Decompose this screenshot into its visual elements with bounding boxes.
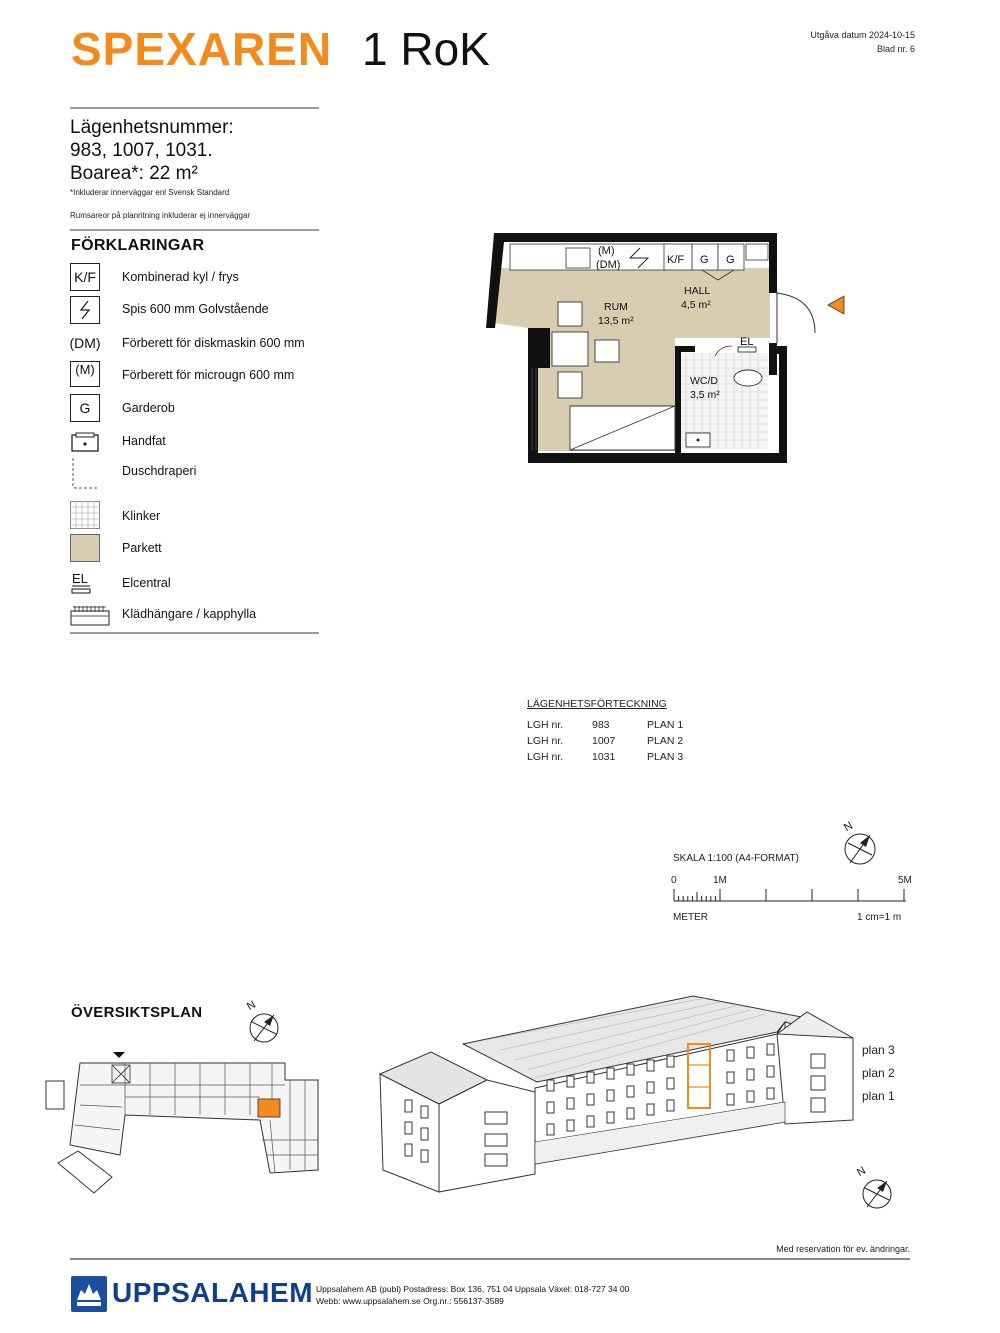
- legend-label-shower-curtain: Duschdraperi: [122, 464, 197, 478]
- room-area-rum: 13,5 m²: [598, 315, 634, 327]
- shower-curtain-icon: [70, 456, 100, 490]
- brand-title: SPEXAREN: [71, 23, 333, 75]
- coat-rack-icon: [70, 601, 110, 629]
- room-area-note: Rumsareor på planritning inkluderar ej innerväggar: [70, 211, 251, 220]
- sink-icon: [70, 428, 100, 456]
- legend-label-wardrobe: Garderob: [122, 401, 175, 415]
- electric-panel-icon: [70, 569, 100, 597]
- el-label: EL: [740, 336, 754, 348]
- wardrobe-label-1: G: [700, 254, 709, 266]
- legend-label-kf: Kombinerad kyl / frys: [122, 270, 239, 284]
- room-area-wc: 3,5 m²: [690, 389, 720, 401]
- dishwasher-icon: [70, 329, 100, 357]
- apartment-highlight: [258, 1099, 280, 1117]
- toilet-symbol: [734, 370, 762, 386]
- plan-label-2: plan 2: [862, 1066, 895, 1080]
- plan-label-3: plan 3: [862, 1043, 895, 1057]
- legend-label-coat-rack: Klädhängare / kapphylla: [122, 607, 257, 621]
- apartment-row-number: 1031: [592, 751, 616, 763]
- divider: [70, 1258, 910, 1260]
- divider: [70, 632, 319, 634]
- apartment-row-floor: PLAN 1: [647, 719, 684, 731]
- apartment-row-label: LGH nr.: [527, 735, 564, 747]
- plan-label-1: plan 1: [862, 1089, 895, 1103]
- scale-tick-5m: 5M: [898, 875, 912, 886]
- company-name: UPPSALAHEM: [112, 1277, 314, 1308]
- wc-sink-drain: [697, 439, 700, 442]
- room-name-rum: RUM: [604, 301, 628, 313]
- uppsalahem-logo-icon: [71, 1276, 107, 1312]
- apartment-row-label: LGH nr.: [527, 751, 564, 763]
- legend-label-tile: Klinker: [122, 509, 161, 523]
- apartment-row-number: 983: [592, 719, 610, 731]
- reservation-note: Med reservation för ev. ändringar.: [776, 1244, 910, 1254]
- scale-unit: METER: [673, 912, 708, 923]
- legend-label-stove: Spis 600 mm Golvstående: [122, 302, 269, 316]
- scale-tick-1m: 1M: [713, 875, 727, 886]
- overview-north-label: N: [245, 998, 258, 1014]
- divider: [70, 107, 319, 109]
- wardrobe-symbol: G: [79, 400, 91, 416]
- company-contact: Uppsalahem AB (publ) Postadress: Box 136, 751 04 Uppsala Växel: 018-727 34 00: [316, 1284, 630, 1294]
- legend-label-parquet: Parkett: [122, 541, 162, 555]
- kf-icon: [70, 263, 100, 291]
- dishwasher-label: (DM): [596, 259, 621, 271]
- divider: [70, 229, 319, 231]
- kf-label: K/F: [667, 254, 685, 266]
- overview-title: ÖVERSIKTSPLAN: [71, 1004, 203, 1021]
- table-row: [527, 735, 727, 749]
- parquet-icon: [70, 534, 100, 562]
- scale-bar: [670, 886, 910, 906]
- legend-label-electric-panel: Elcentral: [122, 576, 171, 590]
- wall-note: *Inkluderar innerväggar enl Svensk Standard: [70, 188, 230, 197]
- apartment-row-floor: PLAN 2: [647, 735, 684, 747]
- table-row: [527, 751, 727, 765]
- microwave-symbol: (M): [75, 362, 95, 377]
- scale-title: SKALA 1:100 (A4-FORMAT): [673, 853, 799, 864]
- scale-tick-0: 0: [671, 875, 677, 886]
- apartment-row-number: 1007: [592, 735, 616, 747]
- legend-label-microwave: Förberett för microugn 600 mm: [122, 368, 295, 382]
- wardrobe-label-2: G: [726, 254, 735, 266]
- dishwasher-symbol: (DM): [69, 335, 101, 351]
- apartment-type: 1 RoK: [362, 23, 490, 75]
- kf-symbol: K/F: [74, 269, 96, 285]
- north-label: N: [842, 819, 855, 835]
- tile-icon: [70, 501, 100, 529]
- table-row: [527, 719, 727, 733]
- apartment-row-floor: PLAN 3: [647, 751, 684, 763]
- room-area-hall: 4,5 m²: [681, 299, 711, 311]
- legend-label-sink: Handfat: [122, 434, 166, 448]
- apartment-area: Boarea*: 22 m²: [70, 163, 198, 184]
- apartment-row-label: LGH nr.: [527, 719, 564, 731]
- room-name-wc: WC/D: [690, 375, 718, 387]
- company-web: Webb: www.uppsalahem.se Org.nr.: 556137-3589: [316, 1296, 504, 1306]
- apartment-list-title: LÄGENHETSFÖRTECKNING: [527, 698, 667, 710]
- building-3d-view: [375, 992, 855, 1202]
- entrance-arrow: [828, 296, 844, 314]
- microwave-label: (M): [598, 245, 615, 257]
- overview-north-icon: [243, 997, 285, 1045]
- sheet-number: Blad nr. 6: [876, 44, 915, 54]
- north-arrow-icon: [838, 818, 880, 868]
- site-overview-map: [40, 1045, 325, 1200]
- microwave-icon: [70, 361, 100, 387]
- building-north-label: N: [855, 1164, 868, 1180]
- floor-plan: [470, 228, 860, 468]
- stove-icon: [70, 296, 100, 324]
- issue-date: Utgåva datum 2024-10-15: [810, 30, 915, 40]
- apartment-numbers: 983, 1007, 1031.: [70, 140, 213, 161]
- scale-ratio: 1 cm=1 m: [857, 912, 902, 923]
- legend-label-dishwasher: Förberett för diskmaskin 600 mm: [122, 336, 305, 350]
- wardrobe-icon: [70, 394, 100, 422]
- legend-title: FÖRKLARINGAR: [71, 237, 205, 254]
- room-name-hall: HALL: [684, 285, 711, 297]
- apartment-number-label: Lägenhetsnummer:: [70, 117, 234, 138]
- entrance-marker: [113, 1052, 125, 1058]
- svg-text:EL: EL: [72, 571, 88, 586]
- building-north-icon: [853, 1163, 895, 1211]
- entrance-door: [777, 293, 815, 343]
